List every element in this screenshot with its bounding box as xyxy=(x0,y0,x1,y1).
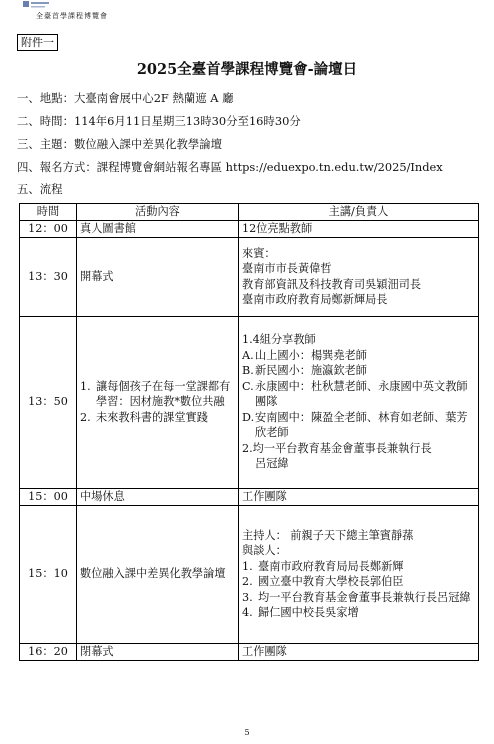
activity-cell: 中場休息 xyxy=(77,488,239,505)
list-item: 1. 臺南市政府教育局局長鄭新輝 xyxy=(242,559,404,573)
speaker-cell xyxy=(239,237,479,316)
header-time: 時間 xyxy=(20,204,77,221)
info-theme: 三、主題：數位融入課中差異化教學論壇 xyxy=(17,137,223,151)
attachment-label: 附件一 xyxy=(17,34,58,51)
activity-cell xyxy=(77,316,239,488)
info-location: 一、地點：大臺南會展中心2F 熱蘭遮 A 廳 xyxy=(17,91,234,105)
speaker-cell: 工作團隊 xyxy=(239,643,479,660)
time-cell: 15：10 xyxy=(20,505,77,643)
time-cell: 15：00 xyxy=(20,488,77,505)
list-item: 3. 均一平台教育基金會董事長兼執行長呂冠緯 xyxy=(242,590,471,604)
activity-cell: 數位融入課中差異化教學論壇 xyxy=(77,505,239,643)
info-schedule-heading: 五、流程 xyxy=(17,182,63,196)
schedule-table xyxy=(19,203,479,661)
info-registration: 四、報名方式：課程博覽會網站報名專區 https://eduexpo.tn.edu.tw/2025/Index xyxy=(17,160,443,174)
speaker-cell xyxy=(239,316,479,488)
list-item: 4. 歸仁國中校長吳家增 xyxy=(242,606,359,619)
activity-cell: 閉幕式 xyxy=(77,643,239,660)
table-row xyxy=(20,643,479,660)
speaker-line: 臺南市政府教育局鄭新輝局長 xyxy=(242,293,388,306)
list-item: 2. 國立臺中教育大學校長郭伯臣 xyxy=(242,575,404,588)
speaker-line: 臺南市市長黃偉哲 xyxy=(242,262,332,275)
list-item: D. 安南國中：陳盈全老師、林育如老師、葉芳欣老師 xyxy=(242,410,468,440)
speaker-line: 教育部資訊及科技教育司吳穎沺司長 xyxy=(242,277,422,291)
info-time: 二、時間：114年6月11日星期三13時30分至16時30分 xyxy=(17,114,301,128)
speaker-cell: 工作團隊 xyxy=(239,488,479,505)
time-cell: 12：00 xyxy=(20,220,77,237)
header-title: 全臺首學課程博覽會 xyxy=(36,12,108,20)
table-row xyxy=(20,505,479,643)
speaker-line: 1.4組分享教師 xyxy=(242,333,316,347)
speaker-line: 主持人： 前親子天下總主筆賓靜蓀 xyxy=(242,528,414,542)
speaker-line: 來賓： xyxy=(242,246,276,260)
table-row xyxy=(20,488,479,505)
activity-cell: 真人圖書館 xyxy=(77,220,239,237)
header-speaker: 主講/負責人 xyxy=(239,204,479,221)
speaker-line: 與談人： xyxy=(242,544,287,557)
speaker-cell: 12位亮點教師 xyxy=(239,220,479,237)
activity-cell: 開幕式 xyxy=(77,237,239,316)
time-cell: 13：50 xyxy=(20,316,77,488)
speaker-cell xyxy=(239,505,479,643)
table-row xyxy=(20,316,479,488)
header-activity: 活動內容 xyxy=(77,204,239,221)
speaker-line: 呂冠緯 xyxy=(255,457,289,471)
table-row xyxy=(20,220,479,237)
speaker-line: 2.均一平台教育基金會董事長兼執行長 xyxy=(242,441,432,455)
time-cell: 16：20 xyxy=(20,643,77,660)
page-title: 2025全臺首學課程博覽會-論壇日 xyxy=(136,61,358,78)
time-cell: 13：30 xyxy=(20,237,77,316)
list-item: 1. 讓每個孩子在每一堂課都有學習：因材施教*數位共融 xyxy=(80,379,231,409)
list-item: A. 山上國小：楊巽堯老師 xyxy=(242,348,367,362)
list-item: 2. 未來教科書的課堂實踐 xyxy=(80,410,208,424)
page-number: 5 xyxy=(244,728,250,737)
list-item: C. 永康國中：杜秋慧老師、永康國中英文教師團隊 xyxy=(242,379,468,409)
list-item: B. 新民國小：施瀛欽老師 xyxy=(242,364,367,378)
table-row xyxy=(20,237,479,316)
table-header-row xyxy=(20,204,479,221)
